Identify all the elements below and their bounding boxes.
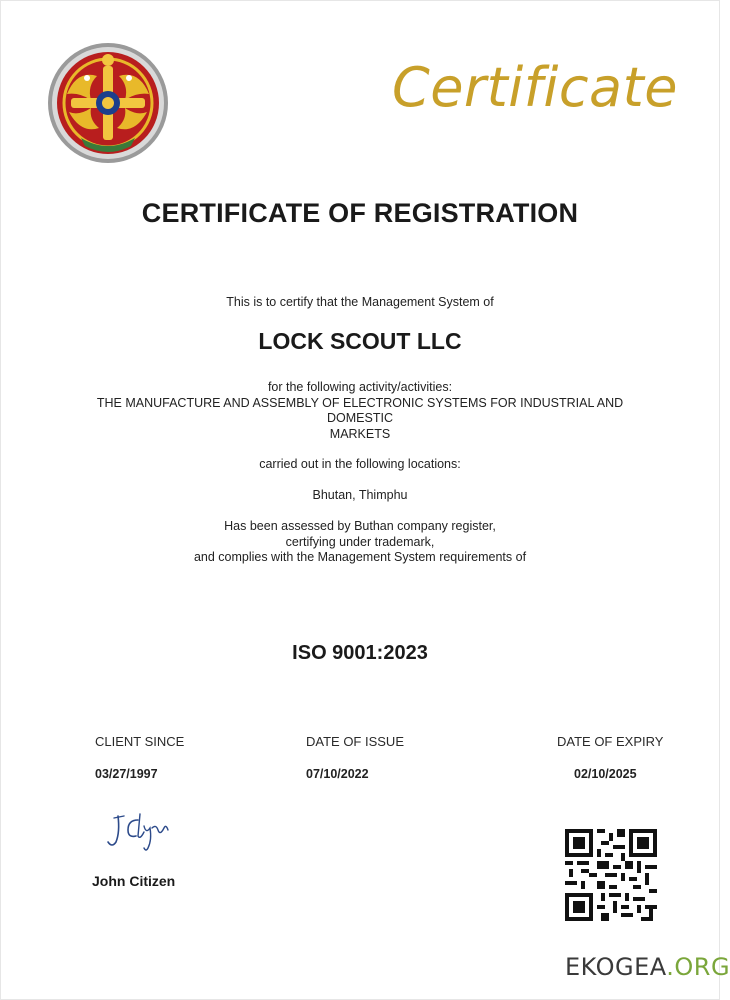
assessment-block — [0, 519, 720, 566]
activity-line-3: MARKETS — [329, 426, 391, 441]
client-since-value: 03/27/1997 — [95, 767, 158, 781]
issue-date-value: 07/10/2022 — [306, 767, 369, 781]
handwritten-signature-icon — [104, 806, 174, 856]
company-name: LOCK SCOUT LLC — [258, 328, 462, 354]
intro-text: This is to certify that the Management System of — [226, 295, 494, 309]
activity-line-2: DOMESTIC — [327, 411, 393, 425]
expiry-date-value: 02/10/2025 — [574, 767, 637, 781]
page-title: CERTIFICATE OF REGISTRATION — [141, 198, 579, 228]
assessment-line-1: Has been assessed by Buthan company register, — [224, 519, 496, 533]
signatory-name: John Citizen — [92, 873, 176, 889]
locations-lead: carried out in the following locations: — [259, 457, 461, 471]
assessment-line-2: certifying under trademark, — [285, 534, 435, 549]
activity-lead: for the following activity/activities: — [267, 380, 453, 394]
qr-code-icon — [565, 829, 657, 921]
ekogea-watermark — [565, 953, 730, 981]
issue-date-label: DATE OF ISSUE — [306, 734, 404, 749]
assessment-line-3: and complies with the Management System requirements of — [193, 550, 527, 564]
activity-line-1: THE MANUFACTURE AND ASSEMBLY OF ELECTRONIC SYSTEMS FOR INDUSTRIAL AND — [96, 395, 624, 410]
iso-standard: ISO 9001:2023 — [292, 642, 428, 664]
certificate-heading-word: Certificate — [392, 56, 678, 119]
locations-value: Bhutan, Thimphu — [312, 488, 408, 502]
watermark-part-2: .ORG — [666, 953, 730, 981]
activity-block — [0, 380, 720, 442]
bhutan-state-emblem-icon — [47, 42, 169, 164]
expiry-date-label: DATE OF EXPIRY — [557, 734, 664, 749]
watermark-part-1: EKOGEA — [565, 953, 667, 981]
client-since-label: CLIENT SINCE — [95, 734, 185, 749]
